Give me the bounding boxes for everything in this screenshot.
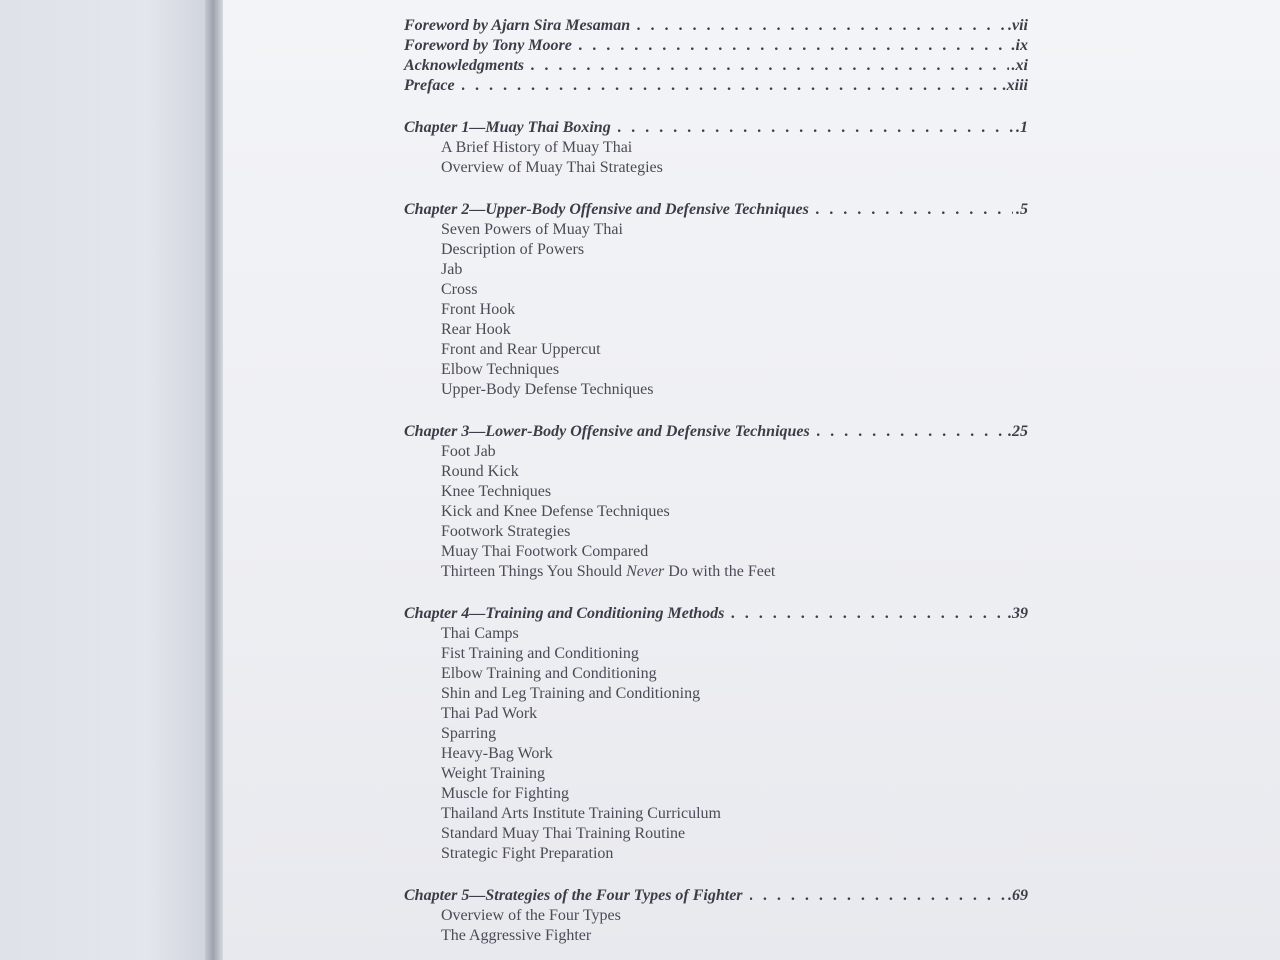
topic-item: Footwork Strategies	[441, 523, 571, 540]
topic-item: Knee Techniques	[441, 483, 552, 500]
dot-leader	[618, 117, 1013, 138]
chapter-topics	[404, 138, 1028, 178]
left-page	[0, 0, 212, 960]
topic-item: Strategic Fight Preparation	[441, 845, 614, 862]
dot-leader	[816, 199, 1013, 220]
topic-item: Heavy-Bag Work	[441, 745, 553, 762]
toc-entry-title: Foreword by Tony Moore	[404, 37, 572, 54]
toc-entry-page: .xi	[1011, 57, 1028, 74]
dot-leader	[579, 36, 1009, 56]
topic-item: Overview of Muay Thai Strategies	[441, 159, 663, 176]
topic-item: Thai Camps	[441, 625, 519, 642]
chapter-1	[404, 117, 1028, 178]
topic-item: Sparring	[441, 725, 497, 742]
topic-text-after: Do with the Feet	[664, 563, 776, 580]
chapter-heading	[404, 885, 1028, 906]
chapter-page: .25	[1008, 423, 1028, 440]
dot-leader	[731, 603, 1005, 624]
topic-item: Cross	[441, 281, 478, 298]
chapter-heading	[404, 117, 1028, 138]
front-matter-list	[404, 16, 1028, 96]
toc-entry-title: Foreword by Ajarn Sira Mesaman	[404, 17, 631, 34]
toc-entry-foreword-moore	[404, 36, 1028, 56]
toc-entry-page: .xiii	[1002, 77, 1028, 94]
chapter-heading	[404, 421, 1028, 442]
chapter-page: .5	[1016, 201, 1028, 218]
chapter-topics	[404, 220, 1028, 400]
chapter-2	[404, 199, 1028, 400]
topic-item: Elbow Training and Conditioning	[441, 665, 657, 682]
toc-entry-title: Preface	[404, 77, 455, 94]
topic-item: Description of Powers	[441, 241, 585, 258]
toc-entry-page: .vii	[1008, 17, 1028, 34]
topic-item: Standard Muay Thai Training Routine	[441, 825, 686, 842]
toc-entry-acknowledgments	[404, 56, 1028, 76]
dot-leader	[531, 56, 1009, 76]
chapter-5	[404, 885, 1028, 946]
chapter-topics	[404, 624, 1028, 864]
toc-entry-preface	[404, 76, 1028, 96]
dot-leader	[750, 885, 1005, 906]
chapter-heading	[404, 199, 1028, 220]
topic-item: Upper-Body Defense Techniques	[441, 381, 654, 398]
topic-item: Jab	[441, 261, 463, 278]
toc-entry-page: .ix	[1011, 37, 1028, 54]
toc-entry-foreword-mesaman	[404, 16, 1028, 36]
topic-item: Kick and Knee Defense Techniques	[441, 503, 670, 520]
topic-item: Elbow Techniques	[441, 361, 560, 378]
chapter-page: .1	[1016, 119, 1028, 136]
chapter-page: .39	[1008, 605, 1028, 622]
topic-emphasis: Never	[626, 563, 665, 580]
topic-item: A Brief History of Muay Thai	[441, 139, 633, 156]
topic-item: Fist Training and Conditioning	[441, 645, 639, 662]
chapter-title: Chapter 3—Lower-Body Offensive and Defensive Techniques	[404, 423, 810, 440]
topic-item: Front Hook	[441, 301, 516, 318]
chapter-title: Chapter 2—Upper-Body Offensive and Defensive Techniques	[404, 201, 809, 218]
table-of-contents	[404, 16, 1028, 946]
topic-item: Muscle for Fighting	[441, 785, 569, 802]
topic-item: Rear Hook	[441, 321, 511, 338]
dot-leader	[462, 76, 1000, 96]
chapter-heading	[404, 603, 1028, 624]
book-gutter	[205, 0, 223, 960]
topic-item: Thailand Arts Institute Training Curriculum	[441, 805, 721, 822]
chapter-topics	[404, 442, 1028, 582]
dot-leader	[637, 16, 1005, 36]
chapter-title: Chapter 5—Strategies of the Four Types of Fighter	[404, 887, 743, 904]
topic-item: Front and Rear Uppercut	[441, 341, 601, 358]
topic-item: Foot Jab	[441, 443, 496, 460]
topic-item: Shin and Leg Training and Conditioning	[441, 685, 701, 702]
topic-item: Overview of the Four Types	[441, 907, 621, 924]
topic-item: The Aggressive Fighter	[441, 927, 592, 944]
topic-text-before: Thirteen Things You Should	[441, 563, 627, 580]
dot-leader	[817, 421, 1005, 442]
chapter-4	[404, 603, 1028, 864]
topic-item: Weight Training	[441, 765, 546, 782]
chapter-title: Chapter 4—Training and Conditioning Methods	[404, 605, 725, 622]
topic-item: Thai Pad Work	[441, 705, 538, 722]
topic-item: Muay Thai Footwork Compared	[441, 543, 649, 560]
chapter-topics	[404, 906, 1028, 946]
topic-item: Seven Powers of Muay Thai	[441, 221, 623, 238]
chapter-title: Chapter 1—Muay Thai Boxing	[404, 119, 611, 136]
topic-item-never	[441, 562, 1028, 582]
toc-entry-title: Acknowledgments	[404, 57, 525, 74]
topic-item: Round Kick	[441, 463, 519, 480]
chapter-page: .69	[1008, 887, 1028, 904]
chapter-3	[404, 421, 1028, 582]
